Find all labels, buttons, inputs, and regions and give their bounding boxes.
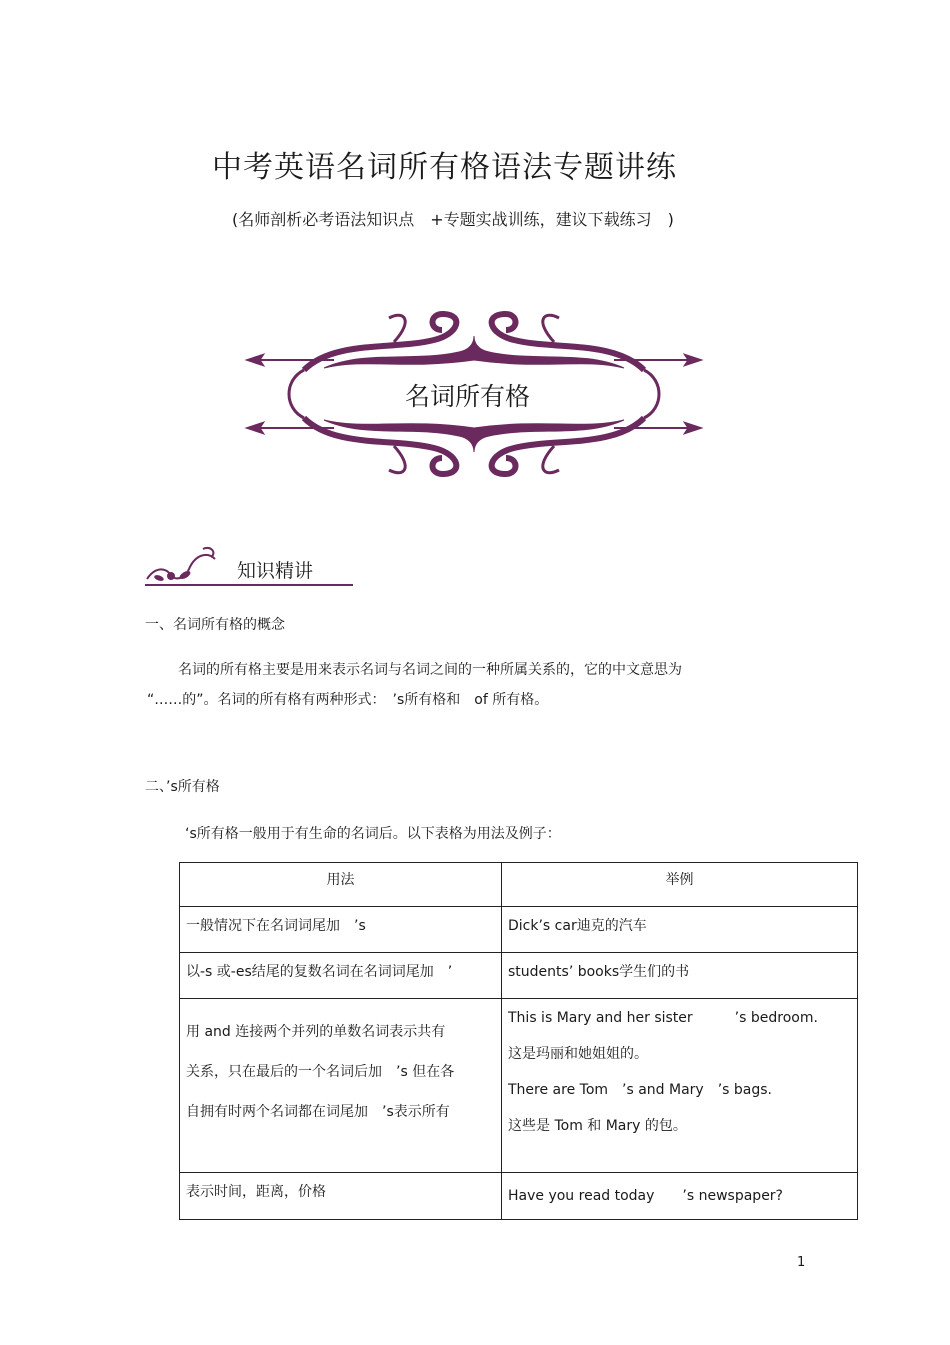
table-row [180,999,858,1173]
table-cell-example [502,907,858,953]
table-cell-example [502,953,858,999]
usage-text: 用 and 连接两个并列的单数名词表示共有 [186,1024,446,1040]
usage-text: 自拥有时两个名词都在词尾加 ’s表示所有 [186,1104,450,1120]
paragraph-concept-line2: “……的”。名词的所有格有两种形式： ’s所有格和 of 所有格。 [147,692,549,708]
usage-text: 以-s 或-es结尾的复数名词在名词词尾加 ’ [186,964,453,980]
example-text: There are Tom ’s and Mary ’s bags. [508,1082,772,1098]
example-text: 这是玛丽和她姐姐的。 [508,1046,648,1062]
section-label: 知识精讲 [237,560,314,582]
table-cell-example [502,999,858,1173]
table-row [180,1173,858,1220]
table-row [180,953,858,999]
table-cell-usage [180,953,502,999]
table-cell-example [502,1173,858,1220]
table-header-usage: 用法 [180,863,502,907]
table-cell-usage [180,907,502,953]
usage-text: 表示时间，距离，价格 [186,1184,326,1200]
example-text: Dick’s car迪克的汽车 [508,918,647,934]
table-cell-usage [180,999,502,1173]
example-text: 这些是 Tom 和 Mary 的包。 [508,1118,687,1134]
example-text: students’ books学生们的书 [508,964,690,980]
table-header-row [180,863,858,907]
banner-title: 名词所有格 [405,382,531,411]
example-text: Have you read today ’s newspaper? [508,1188,783,1204]
page-number: 1 [797,1255,806,1270]
heading-s-possessive: 二、’s所有格 [145,779,220,795]
document-subtitle: (名师剖析必考语法知识点 +专题实战训练，建议下载练习 ) [232,210,674,229]
table-row [180,907,858,953]
paragraph-concept-line1: 名词的所有格主要是用来表示名词与名词之间的一种所属关系的，它的中文意思为 [178,662,682,678]
paragraph-table-intro: ‘s所有格一般用于有生命的名词后。以下表格为用法及例子： [185,826,561,842]
usage-text: 一般情况下在名词词尾加 ’s [186,918,366,934]
table-cell-usage [180,1173,502,1220]
document-title: 中考英语名词所有格语法专题讲练 [212,150,677,185]
heading-concept: 一、名词所有格的概念 [145,617,285,633]
table-header-example: 举例 [502,863,858,907]
example-text: This is Mary and her sister ’s bedroom. [508,1010,818,1026]
usage-table [179,862,858,1220]
usage-text: 关系，只在最后的一个名词后加 ’s 但在各 [186,1064,455,1080]
